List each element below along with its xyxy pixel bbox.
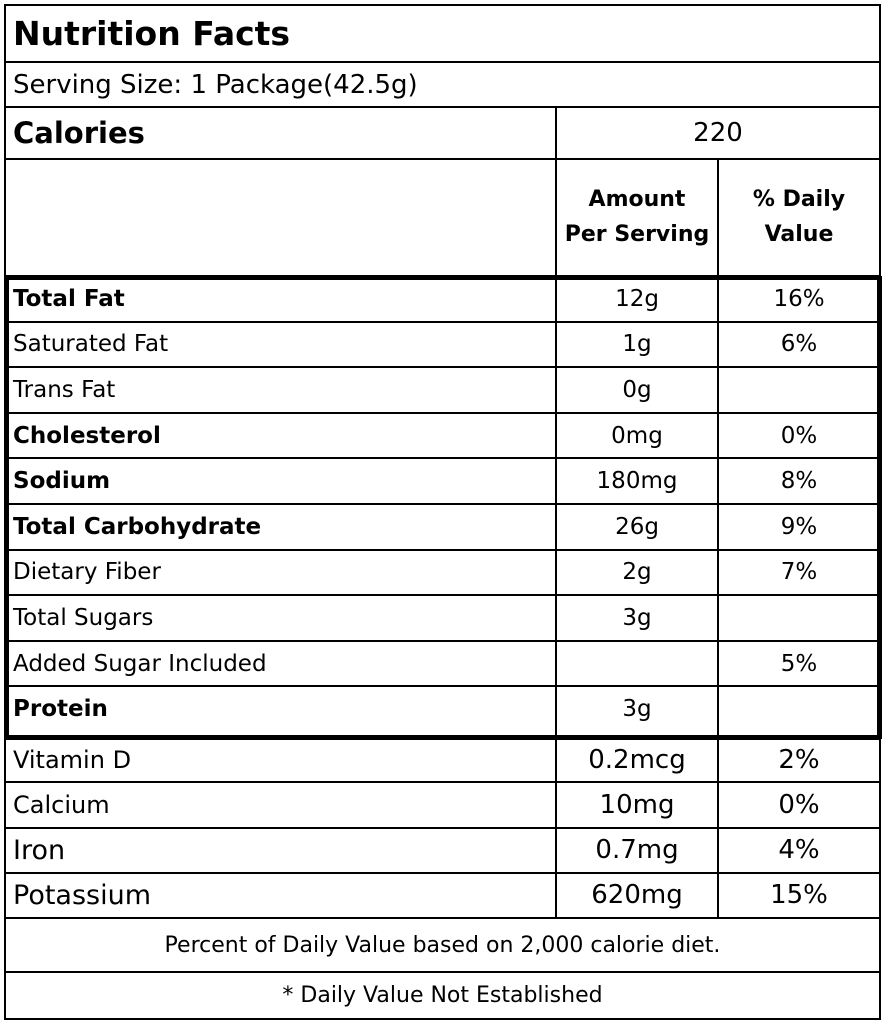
table-rule-vertical bbox=[4, 276, 9, 739]
nutrient-amount: 0mg bbox=[611, 422, 663, 449]
nutrient-name: Added Sugar Included bbox=[13, 650, 267, 677]
nutrient-name: Total Fat bbox=[13, 285, 125, 312]
nutrient-name: Protein bbox=[13, 696, 108, 723]
table-rule-horizontal bbox=[4, 4, 881, 6]
header-dv-line1: % Daily bbox=[752, 187, 846, 213]
nutrient-name: Saturated Fat bbox=[13, 331, 169, 358]
nutrient-daily-value: 6% bbox=[780, 331, 818, 358]
vitamin-amount: 10mg bbox=[599, 789, 675, 820]
header-daily-value bbox=[718, 159, 880, 276]
table-rule-horizontal bbox=[5, 503, 880, 505]
table-rule-horizontal bbox=[5, 61, 880, 63]
nutrient-amount: 3g bbox=[622, 604, 652, 631]
table-rule-horizontal bbox=[4, 1018, 881, 1020]
table-rule-horizontal bbox=[5, 412, 880, 414]
nutrient-name: Total Sugars bbox=[13, 604, 154, 631]
nutrient-amount: 180mg bbox=[596, 468, 678, 495]
label-title: Nutrition Facts bbox=[13, 14, 291, 53]
vitamin-daily-value: 2% bbox=[778, 744, 820, 775]
table-rule-horizontal bbox=[5, 827, 880, 829]
table-rule-horizontal bbox=[5, 321, 880, 323]
table-rule-vertical bbox=[717, 159, 719, 918]
table-rule-horizontal bbox=[4, 275, 881, 280]
nutrient-amount bbox=[556, 641, 718, 687]
nutrient-daily-value bbox=[718, 686, 880, 732]
table-rule-horizontal bbox=[5, 366, 880, 368]
table-rule-horizontal bbox=[5, 457, 880, 459]
table-rule-horizontal bbox=[5, 781, 880, 783]
nutrient-daily-value: 0% bbox=[780, 422, 818, 449]
nutrient-name: Sodium bbox=[13, 468, 111, 495]
nutrient-daily-value: 8% bbox=[780, 468, 818, 495]
table-rule-horizontal bbox=[5, 685, 880, 687]
calories-label: Calories bbox=[13, 116, 145, 150]
header-amount-per-serving bbox=[556, 159, 718, 276]
vitamin-name: Potassium bbox=[13, 879, 152, 911]
nutrient-daily-value: 5% bbox=[780, 650, 818, 677]
vitamin-amount: 620mg bbox=[591, 880, 683, 911]
table-rule-horizontal bbox=[5, 640, 880, 642]
vitamin-daily-value: 4% bbox=[778, 835, 820, 866]
vitamin-amount: 0.2mcg bbox=[588, 744, 686, 775]
vitamin-daily-value: 15% bbox=[770, 880, 828, 911]
nutrient-name: Dietary Fiber bbox=[13, 559, 161, 586]
table-rule-horizontal bbox=[5, 158, 880, 160]
header-dv-line2: Value bbox=[764, 221, 834, 247]
nutrient-amount: 1g bbox=[622, 331, 652, 358]
nutrient-amount: 2g bbox=[622, 559, 652, 586]
vitamin-name: Calcium bbox=[13, 790, 110, 819]
footnote-daily-value-basis: Percent of Daily Value based on 2,000 calorie diet. bbox=[164, 932, 721, 958]
nutrient-name: Cholesterol bbox=[13, 422, 161, 449]
table-rule-horizontal bbox=[5, 971, 880, 973]
serving-size: Serving Size: 1 Package(42.5g) bbox=[13, 69, 418, 100]
table-rule-horizontal bbox=[5, 594, 880, 596]
nutrient-daily-value bbox=[718, 367, 880, 413]
footnote-dv-not-established: * Daily Value Not Established bbox=[282, 983, 603, 1008]
header-amount-line1: Amount bbox=[588, 187, 686, 213]
nutrient-amount: 3g bbox=[622, 696, 652, 723]
table-rule-vertical bbox=[877, 276, 882, 739]
nutrient-amount: 12g bbox=[615, 285, 659, 312]
table-rule-horizontal bbox=[4, 735, 881, 740]
nutrient-daily-value: 9% bbox=[780, 513, 818, 540]
nutrient-daily-value: 7% bbox=[780, 559, 818, 586]
table-rule-vertical bbox=[555, 107, 557, 918]
header-amount-line2: Per Serving bbox=[564, 221, 710, 247]
vitamin-amount: 0.7mg bbox=[595, 835, 679, 866]
table-rule-horizontal bbox=[5, 106, 880, 108]
nutrient-amount: 26g bbox=[615, 513, 659, 540]
nutrient-name: Trans Fat bbox=[13, 376, 116, 403]
nutrient-daily-value: 16% bbox=[773, 285, 825, 312]
table-rule-horizontal bbox=[5, 549, 880, 551]
vitamin-name: Vitamin D bbox=[13, 745, 132, 774]
nutrient-amount: 0g bbox=[622, 376, 652, 403]
nutrient-name: Total Carbohydrate bbox=[13, 513, 262, 540]
vitamin-daily-value: 0% bbox=[778, 789, 820, 820]
table-rule-horizontal bbox=[5, 917, 880, 919]
vitamin-name: Iron bbox=[13, 834, 66, 866]
nutrient-daily-value bbox=[718, 595, 880, 641]
table-rule-horizontal bbox=[5, 872, 880, 874]
calories-value: 220 bbox=[693, 118, 743, 148]
